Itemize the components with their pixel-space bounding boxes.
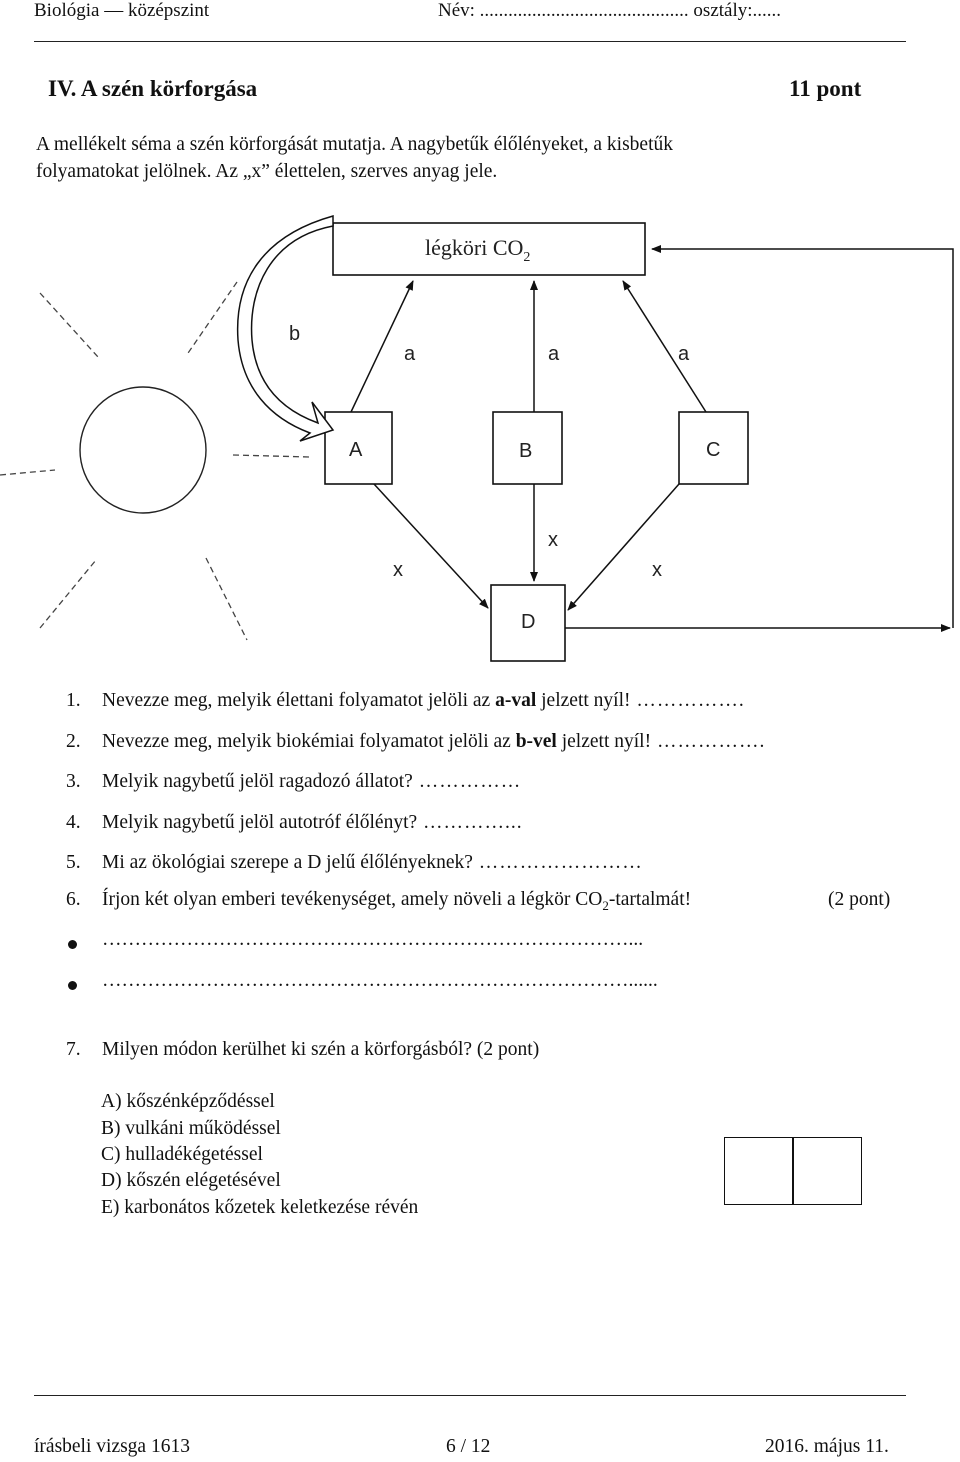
question-4: 4. Melyik nagybetű jelöl autotróf élőlényt? …………... xyxy=(66,812,523,833)
task-points: 11 pont xyxy=(789,76,862,101)
arrow-b xyxy=(238,216,333,441)
question-7: 7. Milyen módon kerülhet ki szén a körforgásból? (2 pont) xyxy=(66,1039,540,1060)
footer-date: 2016. május 11. xyxy=(765,1436,889,1457)
question-3: 3. Melyik nagybetű jelöl ragadozó állatot? …………… xyxy=(66,771,522,792)
label-b: b xyxy=(289,323,301,345)
q6-answer-line-2[interactable]: ………………………………………………………………………...... xyxy=(102,970,658,991)
footer-exam-code: írásbeli vizsga 1613 xyxy=(34,1436,190,1457)
arrow-x-from-C xyxy=(568,484,679,610)
label-B: B xyxy=(519,440,533,462)
answer-line-1[interactable]: ……………. xyxy=(630,690,745,711)
label-x-2: x xyxy=(548,529,558,551)
label-a-3: a xyxy=(678,343,690,365)
label-x-3: x xyxy=(652,559,662,581)
arrow-x-from-A xyxy=(374,484,488,608)
option-d: D) kőszén elégetésével xyxy=(101,1170,281,1191)
question-1: 1. Nevezze meg, melyik élettani folyamatot jelöli az a-val jelzett nyíl! ……………. xyxy=(66,690,745,711)
bullet-1 xyxy=(68,940,77,949)
question-6-points: (2 pont) xyxy=(828,889,891,910)
label-D: D xyxy=(521,611,536,633)
option-c: C) hulladékégetéssel xyxy=(101,1144,263,1165)
label-x-1: x xyxy=(393,559,403,581)
bullet-2 xyxy=(68,981,77,990)
label-a-1: a xyxy=(404,343,416,365)
question-2: 2. Nevezze meg, melyik biokémiai folyamatot jelöli az b-vel jelzett nyíl! ……………. xyxy=(66,731,766,752)
label-a-2: a xyxy=(548,343,560,365)
intro-line-2: folyamatokat jelölnek. Az „x” élettelen, szerves anyag jele. xyxy=(36,161,498,182)
co2-label: légköri $CO_2$ xyxy=(425,235,531,265)
task-title: IV. A szén körforgása xyxy=(48,76,258,101)
arrow-a-from-C xyxy=(623,281,706,412)
question-6: 6. Írjon két olyan emberi tevékenységet, amely növeli a légkör $CO_2$-tartalmát! xyxy=(66,889,692,913)
footer-rule xyxy=(34,1395,906,1396)
answer-line-2[interactable]: ……………. xyxy=(651,731,766,752)
option-b: B) vulkáni működéssel xyxy=(101,1118,281,1139)
label-A: A xyxy=(349,439,363,461)
answer-line-4[interactable]: …………... xyxy=(417,812,523,833)
answer-box-1[interactable] xyxy=(724,1137,794,1205)
question-5: 5. Mi az ökológiai szerepe a D jelű élőlényeknek? …………………… xyxy=(66,852,643,873)
answer-line-5[interactable]: …………………… xyxy=(472,852,643,873)
label-C: C xyxy=(706,439,721,461)
answer-box-2[interactable] xyxy=(792,1137,862,1205)
answer-line-3[interactable]: …………… xyxy=(412,771,522,792)
header-name-field: Név: ............................................ osztály:...... xyxy=(438,0,782,21)
header-subject: Biológia — középszint xyxy=(34,0,210,21)
carbon-cycle-diagram xyxy=(0,0,960,680)
q6-answer-line-1[interactable]: ………………………………………………………………………... xyxy=(102,929,644,950)
option-a: A) kőszénképződéssel xyxy=(101,1091,275,1112)
intro-line-1: A mellékelt séma a szén körforgását mutatja. A nagybetűk élőlényeket, a kisbetűk xyxy=(36,134,673,155)
option-e: E) karbonátos kőzetek keletkezése révén xyxy=(101,1197,419,1218)
sun-icon xyxy=(0,282,310,640)
footer-page-number: 6 / 12 xyxy=(446,1436,491,1457)
